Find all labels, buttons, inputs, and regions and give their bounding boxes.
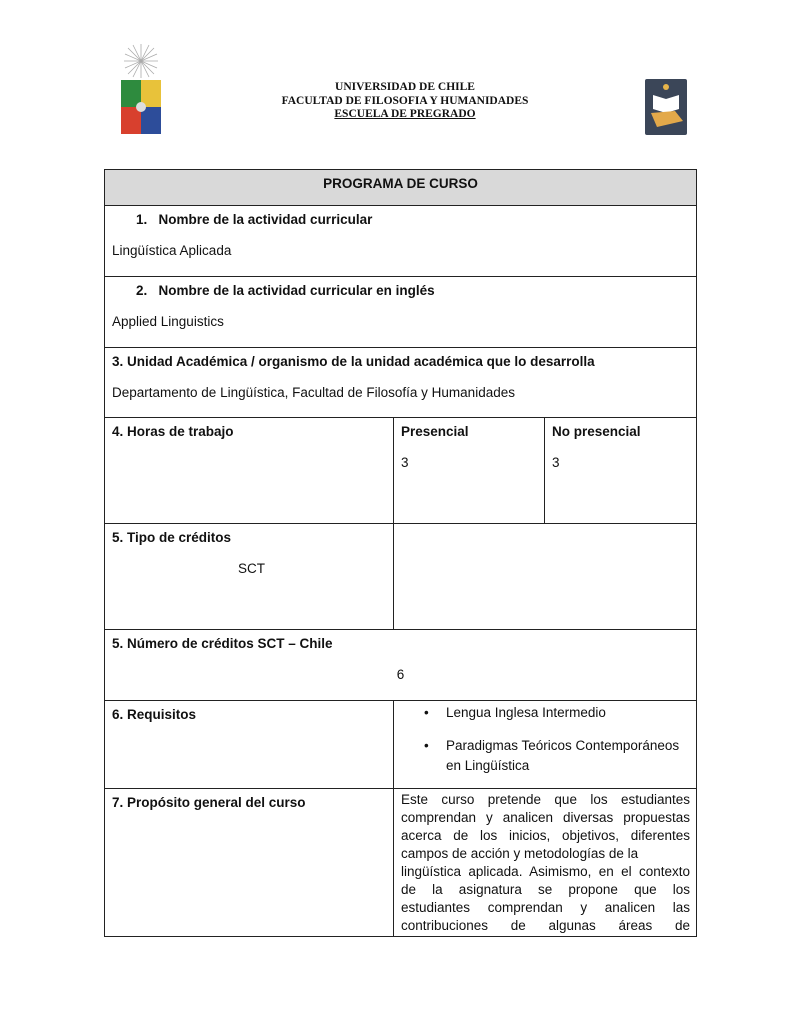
purpose-line: contribuciones de algunas áreas de	[401, 918, 690, 933]
section-label: 5. Tipo de créditos	[112, 530, 232, 545]
bullet-icon: •	[424, 738, 429, 753]
presencial-label: Presencial	[401, 424, 469, 439]
purpose-line: comprendan y analicen diversas propuestas	[401, 810, 690, 825]
section-6-label	[104, 700, 394, 789]
section-value: SCT	[238, 561, 265, 576]
title-text: PROGRAMA DE CURSO	[323, 176, 478, 191]
purpose-line: campos de acción y metodologías de la	[401, 846, 639, 861]
table-title	[104, 169, 697, 206]
no-presencial-value: 3	[552, 455, 560, 470]
school-name: ESCUELA DE PREGRADO	[334, 108, 476, 120]
purpose-line: lingüística aplicada. Asimismo, en el contexto	[401, 864, 690, 879]
section-5-credit-count	[104, 629, 697, 701]
section-label: 2. Nombre de la actividad curricular en inglés	[136, 283, 435, 298]
universidad-de-chile-crest-logo	[118, 44, 164, 136]
university-name: UNIVERSIDAD DE CHILE	[335, 81, 475, 93]
no-presencial-cell	[544, 417, 697, 524]
purpose-line: Este curso pretende que los estudiantes	[401, 792, 690, 807]
section-label: 5. Número de créditos SCT – Chile	[112, 636, 333, 651]
empty-cell	[393, 523, 697, 630]
section-4-label	[104, 417, 394, 524]
requirement-item: Lengua Inglesa Intermedio	[446, 705, 606, 720]
section-value: 6	[396, 667, 405, 682]
section-label: 6. Requisitos	[112, 707, 197, 722]
faculty-name: FACULTAD DE FILOSOFIA Y HUMANIDADES	[281, 94, 529, 107]
section-label: 1. Nombre de la actividad curricular	[136, 212, 373, 227]
presencial-cell	[393, 417, 545, 524]
purpose-cell	[393, 788, 697, 937]
purpose-line: acerca de los inicios, objetivos, diferentes	[401, 828, 690, 843]
section-2-english-name	[104, 276, 697, 348]
no-presencial-label: No presencial	[552, 424, 641, 439]
requirement-item-continued: en Lingüística	[446, 758, 530, 773]
section-label: 4. Horas de trabajo	[112, 424, 234, 439]
section-value: Applied Linguistics	[112, 314, 224, 329]
purpose-line: estudiantes comprendan y analicen las	[401, 900, 690, 915]
section-label: 3. Unidad Académica / organismo de la unidad académica que lo desarrolla	[112, 354, 595, 369]
section-value: Departamento de Lingüística, Facultad de Filosofía y Humanidades	[112, 385, 515, 400]
presencial-value: 3	[401, 455, 409, 470]
requirements-cell	[393, 700, 697, 789]
faculty-book-logo	[645, 79, 687, 137]
purpose-line: de la asignatura se propone que los	[401, 882, 690, 897]
section-label: 7. Propósito general del curso	[112, 795, 306, 810]
bullet-icon: •	[424, 705, 429, 720]
section-value: Lingüística Aplicada	[112, 243, 232, 258]
institution-header	[250, 81, 560, 122]
section-3-academic-unit	[104, 347, 697, 418]
section-5-credit-type	[104, 523, 394, 630]
section-7-label	[104, 788, 394, 937]
section-1-curricular-name	[104, 205, 697, 277]
requirement-item: Paradigmas Teóricos Contemporáneos	[446, 738, 680, 753]
